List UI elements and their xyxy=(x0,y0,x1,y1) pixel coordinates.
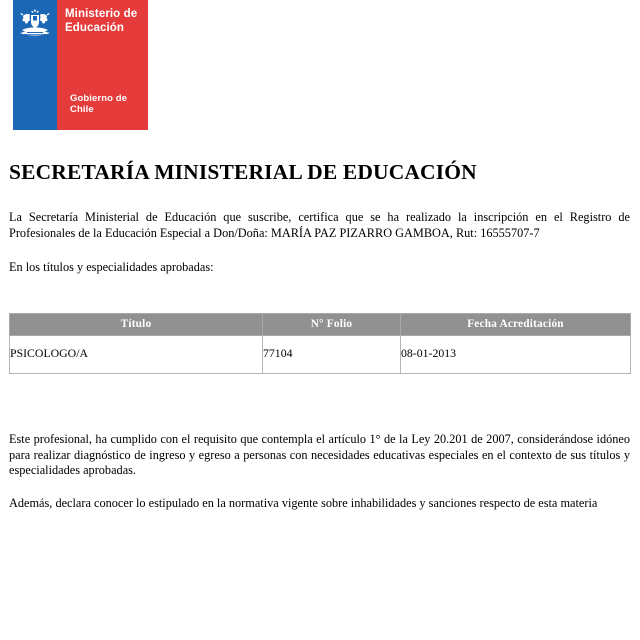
column-header-fecha: Fecha Acreditación xyxy=(401,314,631,336)
ministry-name xyxy=(65,8,137,35)
table-header-row xyxy=(10,314,631,336)
column-header-titulo: Título xyxy=(10,314,263,336)
column-header-folio: N° Folio xyxy=(263,314,401,336)
cell-fecha: 08-01-2013 xyxy=(401,336,631,374)
certification-table xyxy=(9,313,631,374)
titles-lead-paragraph: En los títulos y especialidades aprobadas: xyxy=(9,260,214,275)
ministry-name-line1: Ministerio de xyxy=(65,8,138,20)
table-row xyxy=(10,336,631,374)
ley-paragraph: Este profesional, ha cumplido con el requisito que contempla el artículo 1° de la Ley 20.201 de 2007, considerándose idóneo para realizar diagnóstico de ingreso y egreso a personas con necesidades educativas especiales en el contexto de sus títulos y especialidades aprobadas. xyxy=(9,432,630,478)
logo-red-panel xyxy=(57,0,148,130)
chile-coat-of-arms-icon xyxy=(17,8,53,38)
declaration-paragraph: Además, declara conocer lo estipulado en la normativa vigente sobre inhabilidades y sanciones respecto de esta materia xyxy=(9,496,598,511)
intro-paragraph: La Secretaría Ministerial de Educación que suscribe, certifica que se ha realizado la inscripción en el Registro de Profesionales de la Educación Especial a Don/Doña: MARÍA PAZ PIZARRO GAMBOA, Rut: 16555707-7 xyxy=(9,210,630,240)
ministry-name-line2: Educación xyxy=(65,21,125,34)
cell-titulo: PSICOLOGO/A xyxy=(10,336,263,374)
cell-folio: 77104 xyxy=(263,336,401,374)
government-label: Gobierno de Chile xyxy=(70,93,128,115)
ministry-logo xyxy=(13,0,148,130)
page-title: SECRETARÍA MINISTERIAL DE EDUCACIÓN xyxy=(9,160,477,185)
logo-blue-panel xyxy=(13,0,57,130)
